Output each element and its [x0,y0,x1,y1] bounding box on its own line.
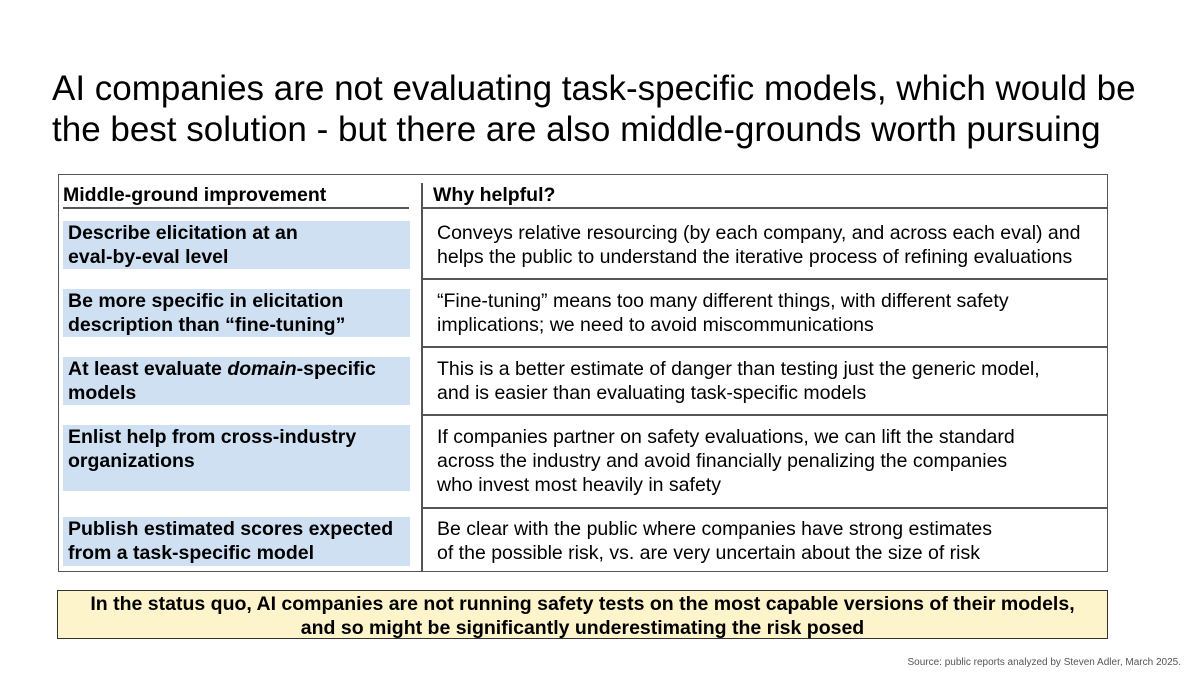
improvement-cell-cross-industry [63,425,410,491]
title-line-1: AI companies are not evaluating task-specific models, which would be [52,69,1136,108]
rationale-cell-estimated-scores [437,517,1105,565]
improvement-cell-fine-tuning [63,289,410,337]
improvements-table [58,174,1108,572]
column-divider [421,183,423,571]
improvement-text: At least evaluate [68,358,228,380]
header-divider-left [63,207,409,209]
rationale-text: of the possible risk, vs. are very uncertain about the size of risk [437,542,981,564]
improvement-text: eval-by-eval level [68,246,229,268]
improvement-text: organizations [68,450,195,472]
rationale-text: helps the public to understand the iterative process of refining evaluations [437,246,1073,268]
improvement-text: -specific [296,358,376,380]
slide-title [52,68,1162,150]
improvement-text: description than “fine-tuning” [68,314,346,336]
improvement-text: Be more specific in elicitation [68,290,344,312]
row-divider [423,414,1107,416]
rationale-text: Be clear with the public where companies have strong estimates [437,518,992,540]
rationale-text: and is easier than evaluating task-specific models [437,382,867,404]
rationale-text: across the industry and avoid financially penalizing the companies [437,450,1008,472]
rationale-text: Conveys relative resourcing (by each company, and across each eval) and [437,222,1081,244]
improvement-text-mixed [68,357,410,381]
callout-line-2: and so might be significantly underestimating the risk posed [300,617,865,639]
improvement-cell-domain-specific [63,357,410,405]
rationale-text: implications; we need to avoid miscommunications [437,314,874,336]
column-header-why-helpful: Why helpful? [433,184,556,206]
row-divider [423,346,1107,348]
improvement-text: from a task-specific model [68,542,314,564]
improvement-text: models [68,382,137,404]
rationale-cell-cross-industry [437,425,1105,497]
rationale-text: who invest most heavily in safety [437,474,721,496]
header-divider-right [423,207,1107,209]
rationale-text: If companies partner on safety evaluations, we can lift the standard [437,426,1015,448]
emphasis-text: domain [227,358,297,380]
improvement-text: Enlist help from cross-industry [68,426,357,448]
row-divider [423,278,1107,280]
title-line-2: the best solution - but there are also middle-grounds worth pursuing [52,110,1101,149]
rationale-text: This is a better estimate of danger than testing just the generic model, [437,358,1040,380]
improvement-text: Describe elicitation at an [68,222,298,244]
row-divider [423,507,1107,509]
status-quo-callout [57,590,1108,639]
improvement-cell-estimated-scores [63,517,410,566]
rationale-cell-elicitation-level [437,221,1105,269]
column-header-improvement: Middle-ground improvement [63,184,327,206]
callout-line-1: In the status quo, AI companies are not running safety tests on the most capable versions of their models, [90,593,1075,615]
improvement-text: Publish estimated scores expected [68,518,394,540]
rationale-text: “Fine-tuning” means too many different things, with different safety [437,290,1009,312]
improvement-cell-elicitation-level [63,221,410,269]
source-note: Source: public reports analyzed by Steven Adler, March 2025. [907,657,1181,668]
rationale-cell-domain-specific [437,357,1105,405]
rationale-cell-fine-tuning [437,289,1105,337]
